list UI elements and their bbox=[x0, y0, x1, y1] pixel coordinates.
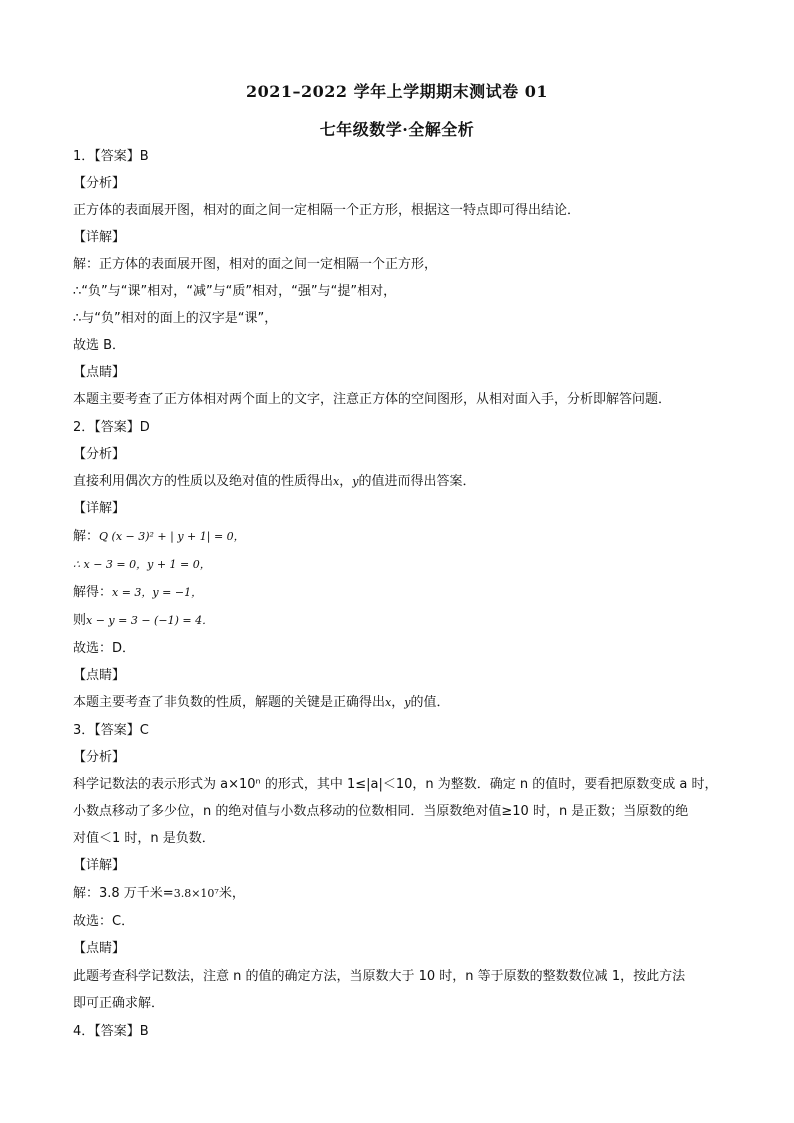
q2-detail-heading: 【详解】 bbox=[73, 501, 126, 516]
q2-equation-4: x − y = 3 − (−1) = 4． bbox=[86, 614, 214, 627]
q2-detail-line-2 bbox=[73, 556, 734, 574]
q2-comment-part-a: 本题主要考查了非负数的性质，解题的关键是正确得出 bbox=[73, 695, 386, 710]
document-title: 2021–2022 学年上学期期末测试卷 01 bbox=[246, 82, 548, 101]
q3-detail-label-1: 解：3.8 万千米= bbox=[73, 886, 174, 901]
q2-comment-var-x: x bbox=[385, 696, 392, 709]
q2-comment-part-b: 的值． bbox=[410, 695, 450, 710]
q2-equation-3: x = 3，y = −1， bbox=[112, 586, 203, 599]
q1-detail-line-3: ∴与“负”相对的面上的汉字是“课”， bbox=[73, 311, 278, 326]
q2-analysis-text bbox=[73, 473, 734, 491]
q2-comment-text bbox=[73, 694, 734, 712]
q2-analysis-heading: 【分析】 bbox=[73, 447, 126, 462]
q1-comment-heading: 【点睛】 bbox=[73, 365, 126, 380]
q2-detail-label-4: 则 bbox=[73, 613, 87, 628]
q2-detail-line-4 bbox=[73, 612, 734, 630]
q2-detail-line-3 bbox=[73, 584, 734, 602]
q3-analysis-heading: 【分析】 bbox=[73, 750, 126, 765]
q3-analysis-line-3: 对值＜1 时，n 是负数． bbox=[73, 831, 215, 846]
q2-analysis-separator: ， bbox=[339, 474, 353, 489]
q1-analysis-heading: 【分析】 bbox=[73, 176, 126, 191]
q2-analysis-var-x: x bbox=[333, 475, 340, 488]
q2-detail-line-1 bbox=[73, 528, 734, 546]
q1-analysis-text: 正方体的表面展开图，相对的面之间一定相隔一个正方形，根据这一特点即可得出结论． bbox=[73, 203, 581, 218]
q3-answer: 3．【答案】C bbox=[73, 723, 149, 738]
q3-detail-line-2: 故选：C． bbox=[73, 914, 135, 929]
q1-detail-line-2: ∴“负”与“课”相对，“减”与“质”相对，“强”与“提”相对， bbox=[73, 284, 397, 299]
q3-analysis-line-2: 小数点移动了多少位，n 的绝对值与小数点移动的位数相同．当原数绝对值≥10 时，n 是正数；当原数的绝 bbox=[73, 804, 689, 819]
q1-detail-line-4: 故选 B． bbox=[73, 338, 126, 353]
q2-equation-1: Q (x − 3)² + | y + 1| = 0， bbox=[99, 530, 245, 543]
q2-comment-heading: 【点睛】 bbox=[73, 668, 126, 683]
q3-detail-tail-1: 米， bbox=[218, 886, 245, 901]
q2-detail-label-1: 解： bbox=[73, 529, 100, 544]
q3-comment-line-1: 此题考查科学记数法，注意 n 的值的确定方法，当原数大于 10 时，n 等于原数的整数数位减 1，按此方法 bbox=[73, 969, 686, 984]
q2-analysis-var-y: y bbox=[352, 475, 359, 488]
q2-detail-label-3: 解得： bbox=[73, 585, 113, 600]
q3-comment-heading: 【点睛】 bbox=[73, 941, 126, 956]
q2-answer: 2．【答案】D bbox=[73, 420, 150, 435]
q1-detail-heading: 【详解】 bbox=[73, 230, 126, 245]
q2-detail-line-5: 故选：D． bbox=[73, 641, 136, 656]
q4-answer: 4．【答案】B bbox=[73, 1024, 149, 1039]
q3-detail-heading: 【详解】 bbox=[73, 858, 126, 873]
q2-comment-var-y: y bbox=[404, 696, 411, 709]
q3-comment-line-2: 即可正确求解． bbox=[73, 996, 165, 1011]
q2-equation-2: ∴ x − 3 = 0，y + 1 = 0， bbox=[73, 558, 211, 571]
q1-comment-text: 本题主要考查了正方体相对两个面上的文字，注意正方体的空间图形，从相对面入手，分析即解答问题． bbox=[73, 392, 672, 407]
q2-comment-separator: ， bbox=[391, 695, 405, 710]
q2-analysis-part-b: 的值进而得出答案． bbox=[358, 474, 476, 489]
q1-detail-line-1: 解：正方体的表面展开图，相对的面之间一定相隔一个正方形， bbox=[73, 257, 438, 272]
q2-analysis-part-a: 直接利用偶次方的性质以及绝对值的性质得出 bbox=[73, 474, 334, 489]
document-subtitle: 七年级数学·全解全析 bbox=[319, 120, 475, 139]
q3-detail-line-1 bbox=[73, 885, 734, 903]
q3-equation-1: 3.8×10⁷ bbox=[173, 887, 219, 900]
q3-analysis-line-1: 科学记数法的表示形式为 a×10ⁿ 的形式，其中 1≤|a|＜10，n 为整数．确定 n 的值时，要看把原数变成 a 时， bbox=[73, 777, 718, 792]
q1-answer: 1．【答案】B bbox=[73, 149, 149, 164]
